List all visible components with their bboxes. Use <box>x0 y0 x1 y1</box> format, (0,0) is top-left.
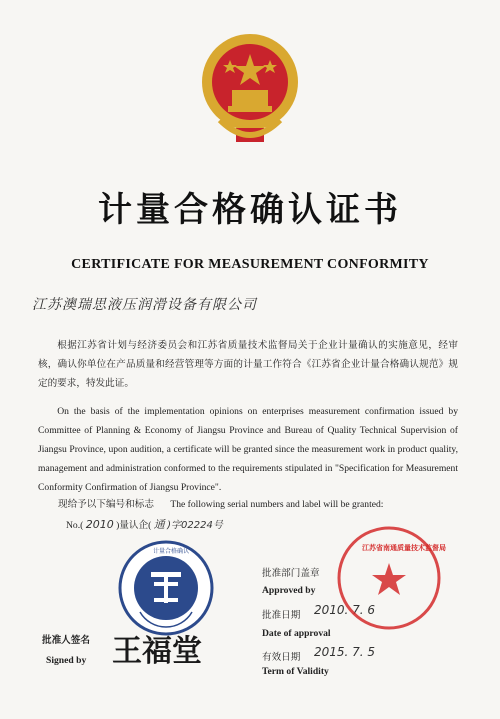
approved-by-label-cn: 批准部门盖章 <box>262 568 320 579</box>
validity-label-cn: 有效日期 <box>262 652 301 663</box>
validity-label-en: Term of Validity <box>262 666 329 677</box>
serial-label-en: The following serial numbers and label will be granted: <box>170 499 384 510</box>
approved-by-label-en: Approved by <box>262 585 316 596</box>
certificate-title-cn: 计量合格确认证书 <box>98 190 402 230</box>
official-seal-icon <box>336 525 442 631</box>
serial-number <box>66 516 223 532</box>
serial-label-cn: 现给予以下编号和标志 <box>58 499 154 510</box>
approval-date-label-en: Date of approval <box>262 628 331 639</box>
serial-no-year: 2010 <box>85 518 114 531</box>
seal-text: 江苏省南通质量技术监督局 <box>362 544 446 552</box>
serial-no-prefix: No.( <box>66 520 84 531</box>
serial-label <box>58 496 383 510</box>
serial-no-suffix: )字02224号 <box>167 520 223 531</box>
signed-by-label-cn: 批准人签名 <box>42 635 90 646</box>
paragraph-en: On the basis of the implementation opinions on enterprises measurement confirmation issued by Committee of Planning & Economy of Jiangsu Province and Bureau of Quality Technical Supervision of Jiangsu Province, upon audition, a certificate will be granted since the measurement work in product quality, management and administration conformed to the requirements stipulated in "Specification for Measurement Conformity Confirmation of Jiangsu Province". <box>38 406 458 493</box>
signed-by-label-en: Signed by <box>46 655 87 666</box>
national-emblem-icon <box>200 20 300 150</box>
company-name-handwritten: 江苏澳瑞思液压润滑设备有限公司 <box>32 297 257 313</box>
serial-no-city: 通 <box>153 518 165 531</box>
approval-date-value: 2010. 7. 6 <box>314 603 376 617</box>
logo-top-text: 计量合格确认 <box>153 549 190 555</box>
certificate-title-en: CERTIFICATE FOR MEASUREMENT CONFORMITY <box>71 257 429 272</box>
serial-no-middle: )量认企( <box>116 520 152 531</box>
paragraph-cn: 根据江苏省计划与经济委员会和江苏省质量技术监督局关于企业计量确认的实施意见，经审核，确认你单位在产品质量和经营管理等方面的计量工作符合《江苏省企业计量合格确认规范》规定的要求，特发此证。 <box>38 340 458 389</box>
signature: 王福堂 <box>112 634 202 669</box>
validity-value: 2015. 7. 5 <box>314 645 376 659</box>
approval-date-label-cn: 批准日期 <box>262 610 301 621</box>
